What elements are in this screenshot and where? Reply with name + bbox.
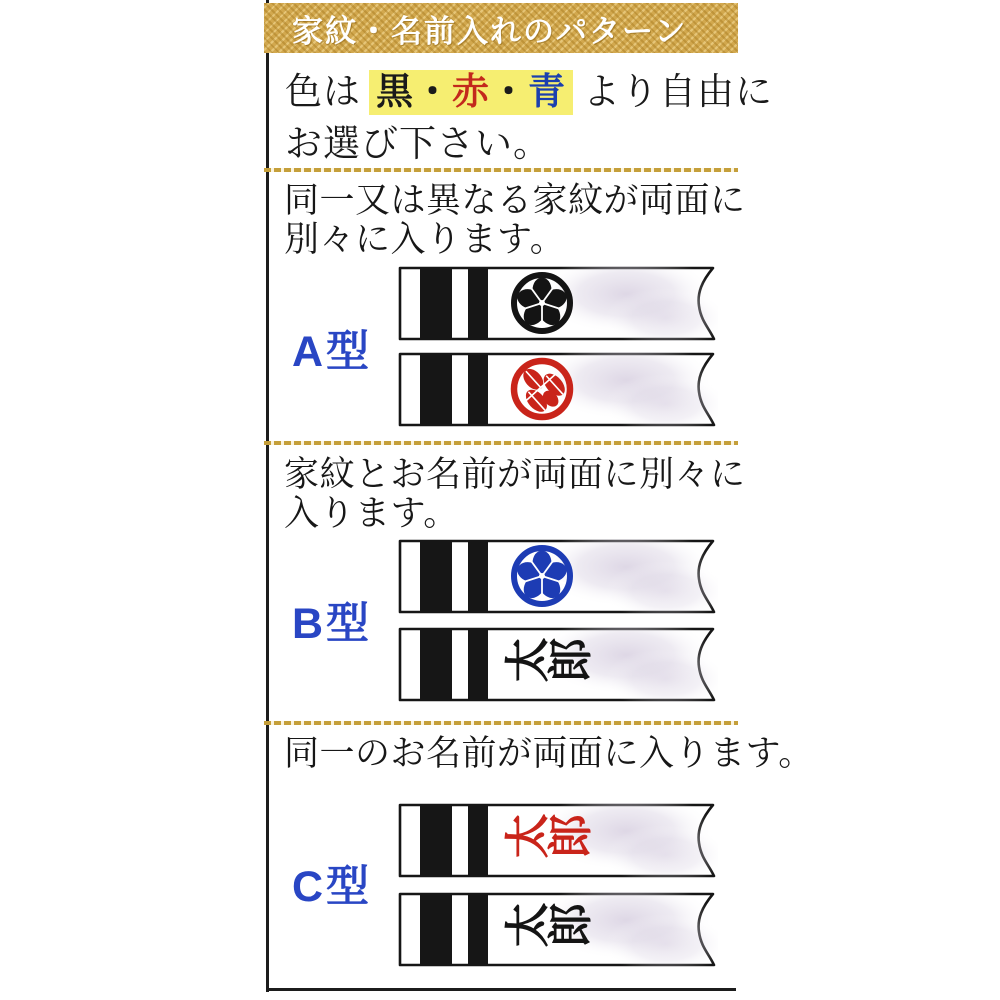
- header-banner: [264, 3, 738, 53]
- type-b-label: B型: [292, 600, 373, 648]
- flag-preview-b-back: [398, 627, 718, 702]
- color-choice-line2: お選び下さい。: [285, 123, 551, 164]
- gold-divider: [264, 721, 738, 725]
- flag-preview-c-back: [398, 892, 718, 967]
- pattern-sheet: [264, 0, 814, 1000]
- color-option-black: 黒: [376, 71, 414, 112]
- color-separator-dot: ・: [490, 71, 528, 112]
- type-a-label: A型: [292, 328, 373, 376]
- flag-name-text: 太郎: [503, 815, 589, 865]
- left-border-line: [266, 0, 269, 992]
- gold-divider: [264, 441, 738, 445]
- kamon-flower-crest-icon: [510, 271, 574, 335]
- description-line: 同一のお名前が両面に入ります。: [284, 734, 814, 773]
- section-c-description: [284, 734, 814, 773]
- color-choice-note: [285, 66, 773, 170]
- color-option-blue: 青: [528, 71, 566, 112]
- gold-divider: [264, 168, 738, 172]
- flag-preview-a-front: [398, 266, 718, 341]
- flag-preview-a-back: [398, 352, 718, 427]
- section-b-description: [284, 455, 746, 533]
- color-note-suffix: より自由に: [583, 71, 773, 112]
- type-c-label: C型: [292, 863, 373, 911]
- flag-name-text: 太郎: [503, 639, 589, 689]
- color-separator-dot: ・: [414, 71, 452, 112]
- color-note-prefix: 色は: [285, 71, 361, 112]
- kamon-leaves-crest-icon: [510, 357, 574, 421]
- section-a-description: [284, 181, 746, 259]
- banner-title: 家紋・名前入れのパターン: [292, 13, 688, 49]
- flag-name-text: 太郎: [503, 904, 589, 954]
- flag-preview-b-front: [398, 539, 718, 614]
- bottom-border-line: [266, 988, 736, 991]
- description-line: 同一又は異なる家紋が両面に: [284, 181, 746, 220]
- kamon-flower-crest-icon: [510, 544, 574, 608]
- description-line: 入ります。: [284, 494, 459, 533]
- color-options-highlight: [369, 70, 573, 115]
- flag-preview-c-front: [398, 803, 718, 878]
- description-line: 別々に入ります。: [284, 220, 566, 259]
- description-line: 家紋とお名前が両面に別々に: [284, 455, 746, 494]
- color-choice-line1: [285, 66, 773, 118]
- color-option-red: 赤: [452, 71, 490, 112]
